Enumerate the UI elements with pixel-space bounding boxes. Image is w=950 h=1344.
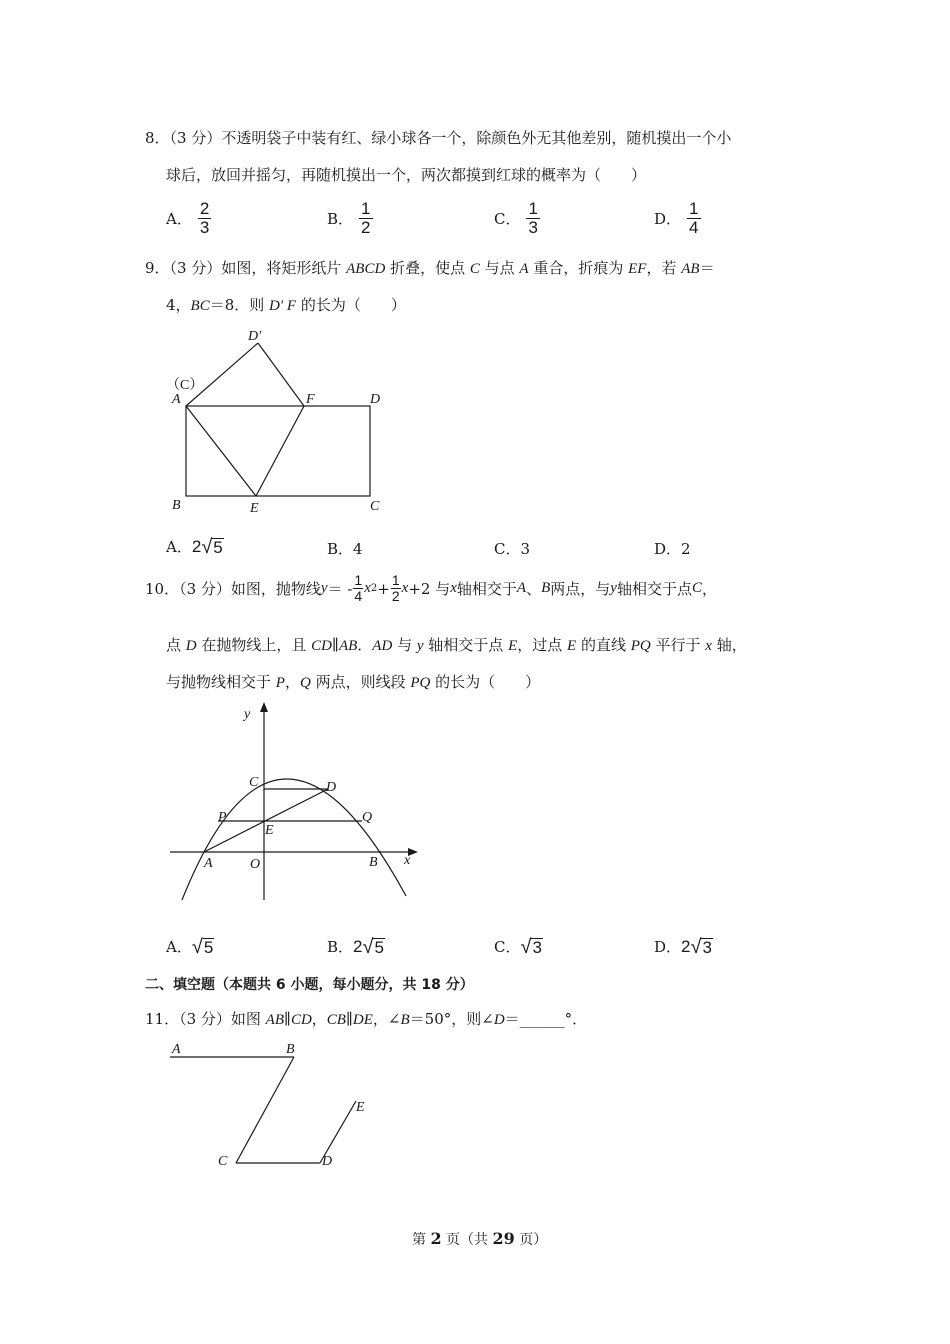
q8-option-d[interactable]	[654, 200, 701, 237]
q9-option-b[interactable]: B． 4	[327, 539, 363, 558]
q9-rectangle-fold-figure	[160, 322, 400, 522]
fraction: $\frac{1}{4}$	[689, 199, 699, 237]
label-e: E	[250, 501, 259, 516]
option-label: A．	[166, 210, 192, 228]
q10-line2: 点 D 在抛物线上，且 CD∥AB．AD 与 y 轴相交于点 E，过点 E 的直线 PQ 平行于 x 轴，	[166, 636, 747, 654]
label-d: D	[326, 780, 337, 795]
q11-line1: 11．（3 分）如图 AB∥CD，CB∥DE，∠B＝50°，则∠D＝______°．	[145, 1010, 588, 1028]
label-b: B	[369, 855, 378, 870]
axis-label-x: x	[404, 853, 411, 868]
label-d: D	[322, 1154, 333, 1169]
q10-option-a[interactable]: A． √ 5	[166, 935, 214, 958]
q11-parallel-lines-figure	[160, 1035, 390, 1175]
label-p: P	[218, 810, 227, 825]
fraction: $\frac{1}{2}$	[361, 199, 371, 237]
watermark-text	[170, 808, 179, 818]
option-label: C．	[494, 210, 521, 228]
label-d: D	[370, 392, 381, 407]
label-a: A	[172, 1042, 181, 1057]
option-label: B．	[327, 210, 354, 228]
label-c: C	[218, 1154, 228, 1169]
label-f: F	[306, 392, 315, 407]
label-c-paren: （C）	[166, 378, 204, 393]
label-b: B	[172, 498, 181, 513]
q9-option-a[interactable]: A． 2 √ 5	[166, 535, 223, 558]
q9-line2: 4，BC＝8．则 D′ F 的长为（ ）	[166, 296, 406, 314]
q9-option-d[interactable]: D． 2	[654, 539, 691, 558]
fraction: $\frac{1}{3}$	[528, 199, 538, 237]
label-b: B	[286, 1042, 295, 1057]
radical-expression: √ 3	[520, 935, 542, 958]
axis-label-y: y	[244, 707, 251, 722]
q9-option-c[interactable]: C． 3	[494, 539, 531, 558]
label-a: A	[172, 392, 181, 407]
q10-option-d[interactable]: D． 2 √ 3	[654, 935, 712, 958]
fraction: $\frac{1}{4}$	[354, 572, 363, 604]
q8-option-a[interactable]	[166, 200, 211, 237]
q10-line3: 与抛物线相交于 P，Q 两点，则线段 PQ 的长为（ ）	[166, 673, 541, 691]
page-footer: 第 2 页（共 29 页）	[412, 1229, 548, 1248]
label-d-prime: D′	[248, 329, 262, 344]
q10-parabola-figure	[160, 700, 430, 905]
q8-line1: 8．（3 分）不透明袋子中装有红、绿小球各一个，除颜色外无其他差别，随机摸出一个小	[145, 129, 732, 147]
section-heading: 二、填空题（本题共 6 小题，每小题分，共 18 分）	[145, 977, 474, 993]
radical-expression: 2 √ 5	[353, 935, 384, 958]
q10-option-c[interactable]: C． √ 3	[494, 935, 542, 958]
label-e: E	[356, 1100, 365, 1115]
q8-line2: 球后，放回并摇匀，再随机摸出一个，两次都摸到红球的概率为（ ）	[166, 166, 647, 184]
q8-option-c[interactable]	[494, 200, 540, 237]
watermark-text	[170, 1107, 179, 1117]
fraction: $\frac{2}{3}$	[199, 199, 210, 237]
label-c: C	[370, 499, 380, 514]
radical-expression: 2 √ 3	[681, 935, 712, 958]
option-label: D．	[654, 210, 682, 228]
q10-line1: 10．（3 分）如图，抛物线 y ＝ - $\frac{1}{4}$ x 2 + $\frac{1}{2}$ x +2 与 x 轴相交于 A 、 B 两点，与 y 轴相交于点 C ，	[145, 572, 717, 604]
label-o: O	[250, 857, 261, 872]
answer-blank[interactable]: ______	[519, 1010, 565, 1028]
q9-line1: 9．（3 分）如图，将矩形纸片 ABCD 折叠，使点 C 与点 A 重合，折痕为 EF，若 AB＝	[145, 259, 715, 277]
watermark-text	[170, 426, 179, 436]
label-c: C	[249, 775, 259, 790]
label-e: E	[265, 823, 274, 838]
fraction: $\frac{1}{2}$	[391, 572, 400, 604]
label-q: Q	[362, 810, 373, 825]
q8-option-b[interactable]	[327, 200, 373, 237]
radical-expression: 2 √ 5	[191, 535, 223, 558]
radical-expression: √ 5	[191, 935, 214, 958]
q10-option-b[interactable]: B． 2 √ 5	[327, 935, 384, 958]
label-a: A	[204, 856, 213, 871]
